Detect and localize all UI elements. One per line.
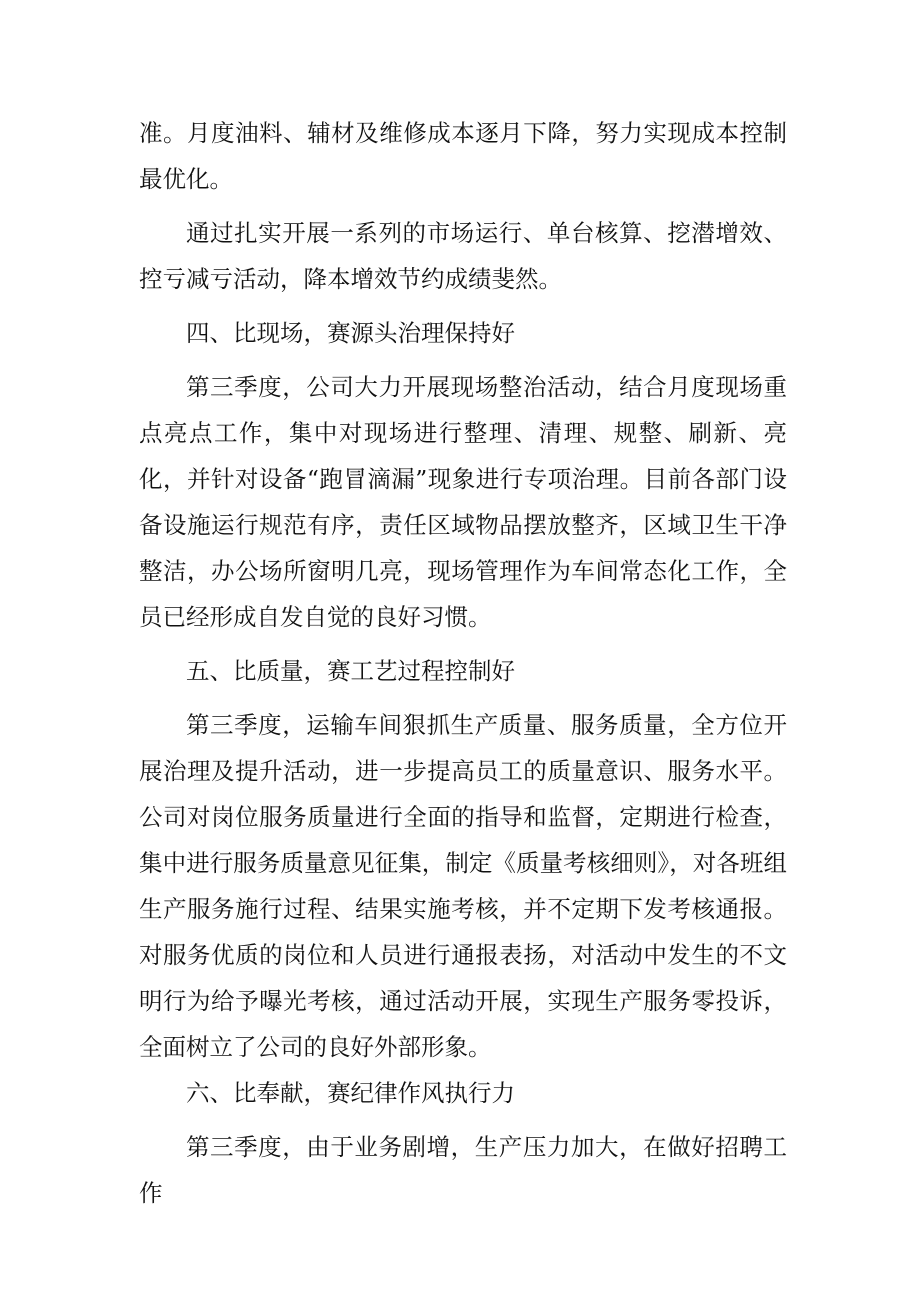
paragraph-cost-control: 准。月度油料、辅材及维修成本逐月下降，努力实现成本控制最优化。	[139, 119, 787, 193]
paragraph-quality-management: 第三季度，运输车间狠抓生产质量、服务质量，全方位开展治理及提升活动，进一步提高员工的质量意识、服务水平。公司对岗位服务质量进行全面的指导和监督，定期进行检查，集中进行服务质量意见征集，制定《质量考核细则》，对各班组生产服务施行过程、结果实施考核，并不定期下发考核通报。对服务优质的岗位和人员进行通报表扬，对活动中发生的不文明行为给予曝光考核，通过活动开展，实现生产服务零投诉，全面树立了公司的良好外部形象。	[139, 711, 787, 1061]
paragraph-cost-savings: 通过扎实开展一系列的市场运行、单台核算、挖潜增效、控亏减亏活动，降本增效节约成绩斐然。	[139, 219, 787, 293]
section-heading-dedication: 六、比奉献，赛纪律作风执行力	[186, 1079, 515, 1107]
paragraph-site-management: 第三季度，公司大力开展现场整治活动，结合月度现场重点亮点工作，集中对现场进行整理、清理、规整、刷新、亮化，并针对设备“跑冒滴漏”现象进行专项治理。目前各部门设备设施运行规范有序，责任区域物品摆放整齐，区域卫生干净整洁，办公场所窗明几亮，现场管理作为车间常态化工作，全员已经形成自发自觉的良好习惯。	[139, 373, 787, 631]
section-heading-site: 四、比现场，赛源头治理保持好	[186, 319, 515, 347]
section-heading-quality: 五、比质量，赛工艺过程控制好	[186, 657, 515, 685]
paragraph-dedication: 第三季度，由于业务剧增，生产压力加大，在做好招聘工作	[139, 1133, 787, 1207]
document-body	[139, 110, 787, 1216]
